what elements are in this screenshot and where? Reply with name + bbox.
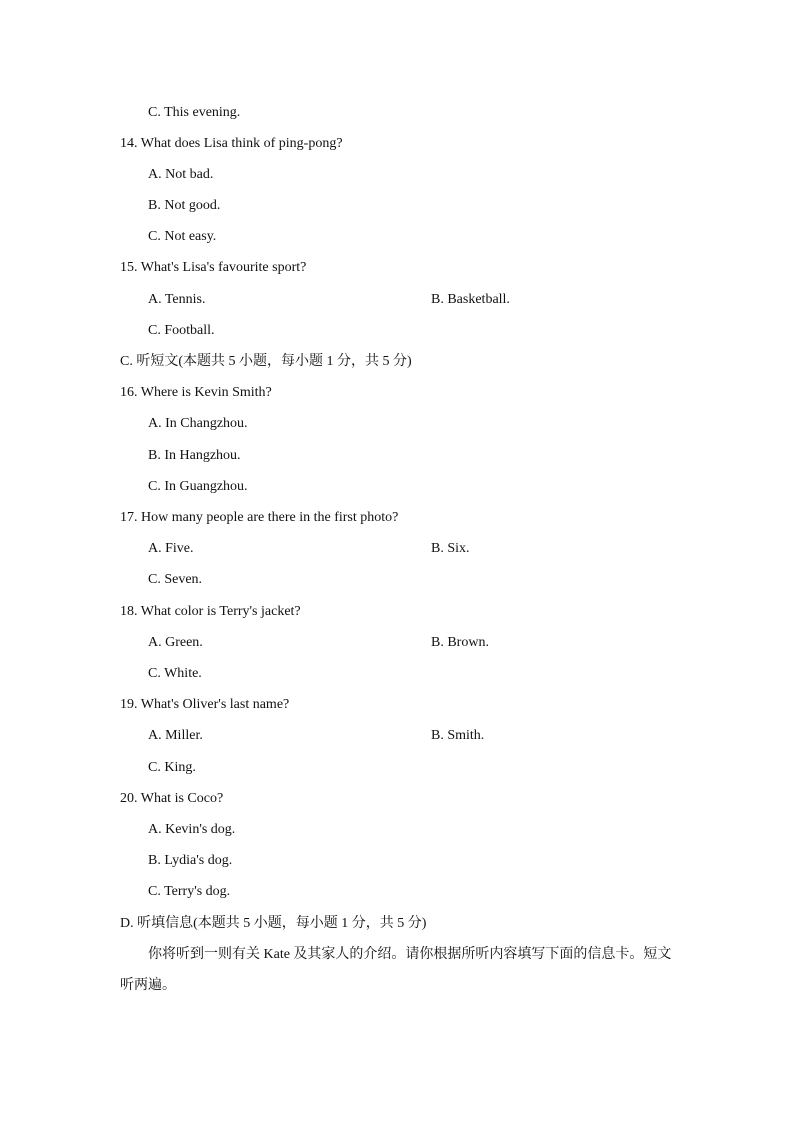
question-19: 19. What's Oliver's last name? <box>120 697 290 712</box>
option-18b: B. Brown. <box>431 635 489 650</box>
option-13c: C. This evening. <box>148 105 241 120</box>
option-20a: A. Kevin's dog. <box>148 822 236 837</box>
question-16: 16. Where is Kevin Smith? <box>120 385 272 400</box>
option-14a: A. Not bad. <box>148 167 214 182</box>
section-c-heading: C. 听短文(本题共 5 小题，每小题 1 分，共 5 分) <box>120 354 412 369</box>
option-17c: C. Seven. <box>148 572 203 587</box>
option-14c: C. Not easy. <box>148 229 217 244</box>
option-20c: C. Terry's dog. <box>148 884 231 899</box>
option-16a: A. In Changzhou. <box>148 416 248 431</box>
option-15a: A. Tennis. <box>148 292 206 307</box>
option-14b: B. Not good. <box>148 198 221 213</box>
option-20b: B. Lydia's dog. <box>148 853 233 868</box>
option-19b: B. Smith. <box>431 728 485 743</box>
question-14: 14. What does Lisa think of ping-pong? <box>120 136 343 151</box>
question-20: 20. What is Coco? <box>120 791 224 806</box>
section-d-heading: D. 听填信息(本题共 5 小题，每小题 1 分，共 5 分) <box>120 916 427 931</box>
section-d-instruction: 你将听到一则有关 Kate 及其家人的介绍。请你根据所听内容填写下面的信息卡。短文听两遍。 <box>120 947 672 993</box>
option-15b: B. Basketball. <box>431 292 510 307</box>
option-17b: B. Six. <box>431 541 470 556</box>
option-16c: C. In Guangzhou. <box>148 479 248 494</box>
option-18a: A. Green. <box>148 635 203 650</box>
question-15: 15. What's Lisa's favourite sport? <box>120 260 307 275</box>
question-18: 18. What color is Terry's jacket? <box>120 604 301 619</box>
option-17a: A. Five. <box>148 541 194 556</box>
option-16b: B. In Hangzhou. <box>148 448 241 463</box>
option-19c: C. King. <box>148 760 196 775</box>
option-18c: C. White. <box>148 666 202 681</box>
option-15c: C. Football. <box>148 323 215 338</box>
option-19a: A. Miller. <box>148 728 203 743</box>
question-17: 17. How many people are there in the first photo? <box>120 510 399 525</box>
